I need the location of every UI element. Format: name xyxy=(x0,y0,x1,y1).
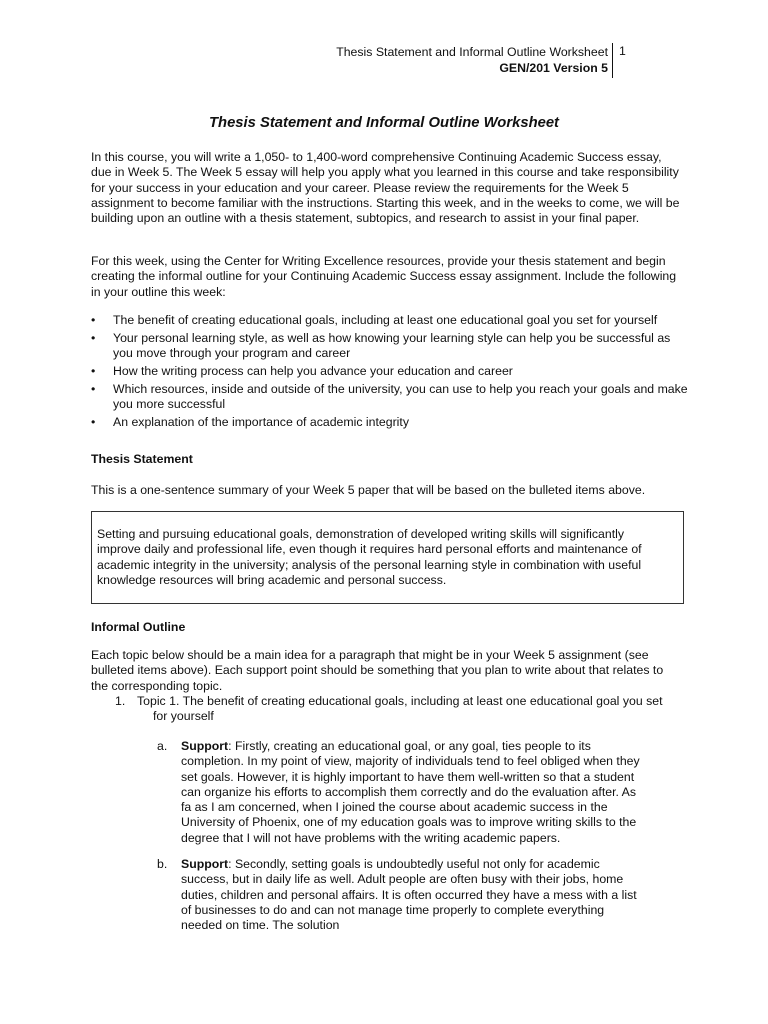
list-item: • Your personal learning style, as well as how knowing your learning style can help you be successful as you move through your program and career xyxy=(91,330,671,361)
header-title: Thesis Statement and Informal Outline Worksheet xyxy=(336,45,608,59)
support-label: Support xyxy=(181,857,229,871)
support-text: : Secondly, setting goals is undoubtedly useful not only for academic success, but in daily life as well. Adult people are often busy with their jobs, home duties, children and personal affairs. It is often occurred they have a mess with a list of businesses to do and can not manage time properly to complete everything needed on time. The solution xyxy=(181,857,637,933)
support-marker: b. xyxy=(157,857,168,871)
header-course: GEN/201 Version 5 xyxy=(499,61,608,75)
support-label: Support xyxy=(181,739,229,753)
list-item: • The benefit of creating educational goals, including at least one educational goal you set for yourself xyxy=(91,313,658,327)
support-marker: a. xyxy=(157,739,168,753)
thesis-statement-text: Setting and pursuing educational goals, demonstration of developed writing skills will significantly improve daily and professional life, even though it requires hard personal efforts and maintenance of academic integrity in the university; analysis of the personal learning style in combination with useful knowledge resources will bring academic and personal success. xyxy=(97,527,642,587)
topic-number: 1. xyxy=(115,694,126,708)
bullet-icon: • xyxy=(91,330,96,345)
thesis-heading: Thesis Statement xyxy=(91,452,193,466)
support-text: : Firstly, creating an educational goal, or any goal, ties people to its completion. In my point of view, majority of individuals tend to feel obliged when they set goals. However, it is highly important to have them well-written so that a student can organize his efforts to accomplish them correctly and do the evaluation after. As fa as I am concerned, when I joined the course about academic success in the University of Phoenix, one of my education goals was to improve writing skills to the degree that I will not have problems with the writing academic papers. xyxy=(181,739,640,845)
topic-text: Topic 1. The benefit of creating educational goals, including at least one educational goal you set for yourself xyxy=(137,694,663,724)
week-instructions-paragraph: For this week, using the Center for Writing Excellence resources, provide your thesis statement and begin creating the informal outline for your Continuing Academic Success essay assignment. Include the following in your outline this week: xyxy=(91,254,677,299)
support-body xyxy=(181,739,646,846)
outline-description: Each topic below should be a main idea for a paragraph that might be in your Week 5 assignment (see bulleted items above). Each support point should be something that you plan to write about that relates to the corresponding topic. xyxy=(91,648,664,693)
requirements-list xyxy=(91,313,691,433)
intro-paragraph: In this course, you will write a 1,050- to 1,400-word comprehensive Continuing Academic Success essay, due in Week 5. The Week 5 essay will help you apply what you learned in this course and take responsibility for your success in your education and your career. Please review the requirements for the Week 5 assignment to become familiar with the instructions. Starting this week, and in the weeks to come, we will be building upon an outline with a thesis statement, subtopics, and research to assist in your final paper. xyxy=(91,150,680,226)
bullet-icon: • xyxy=(91,363,96,378)
thesis-statement-box xyxy=(91,511,684,604)
bullet-icon: • xyxy=(91,414,96,429)
outline-heading: Informal Outline xyxy=(91,620,186,634)
header-divider xyxy=(612,43,613,78)
list-item: • Which resources, inside and outside of the university, you can use to help you reach your goals and make you more successful xyxy=(91,381,688,411)
running-header xyxy=(336,44,608,76)
page-number: 1 xyxy=(619,44,626,58)
list-item: • How the writing process can help you advance your education and career xyxy=(91,363,513,378)
bullet-icon: • xyxy=(91,381,96,396)
support-body xyxy=(181,857,646,933)
bullet-icon: • xyxy=(91,313,96,327)
document-title: Thesis Statement and Informal Outline Worksheet xyxy=(209,115,559,131)
thesis-description: This is a one-sentence summary of your Week 5 paper that will be based on the bulleted items above. xyxy=(91,483,646,497)
list-item: • An explanation of the importance of academic integrity xyxy=(91,414,409,429)
